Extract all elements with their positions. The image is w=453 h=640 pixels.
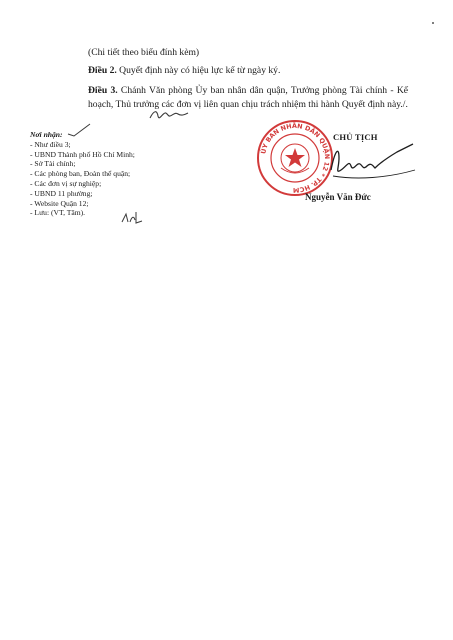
recipient-item: - Như điều 3; bbox=[30, 139, 71, 149]
article-2 bbox=[88, 64, 408, 78]
article-3-label: Điều 3. bbox=[88, 85, 118, 96]
article-2-label: Điều 2. bbox=[88, 65, 117, 76]
recipients-block bbox=[30, 130, 240, 218]
detail-note bbox=[88, 46, 408, 60]
recipients-title: Nơi nhận: bbox=[30, 130, 63, 139]
recipients-list bbox=[30, 140, 240, 218]
scan-dot bbox=[432, 22, 434, 24]
recipient-item: - Các đơn vị sự nghiệp; bbox=[30, 178, 102, 188]
article-2-text: Quyết định này có hiệu lực kể từ ngày ký. bbox=[116, 65, 281, 76]
handwritten-signature bbox=[327, 140, 417, 184]
recipient-item: - Các phòng ban, Đoàn thể quận; bbox=[30, 169, 131, 179]
signer-title: CHỦ TỊCH bbox=[333, 132, 378, 142]
signature-block bbox=[255, 118, 430, 208]
official-seal-icon bbox=[255, 118, 335, 198]
recipient-item: - UBND Thành phố Hồ Chí Minh; bbox=[30, 149, 135, 159]
article-3-text: Chánh Văn phòng Ủy ban nhân dân quận, Trưởng phòng Tài chính - Kế hoạch, Thủ trưởng các đơn vị liên quan chịu trách nhiệm thi hành Quyết định này./. bbox=[88, 85, 409, 110]
recipient-item: - Sở Tài chính; bbox=[30, 159, 76, 169]
recipient-item: - Website Quận 12; bbox=[30, 198, 89, 208]
recipient-item: - Lưu: (VT, Tâm). bbox=[30, 208, 86, 218]
initials-mark bbox=[120, 210, 144, 226]
checkmark-flourish bbox=[66, 122, 92, 138]
recipient-item: - UBND 11 phường; bbox=[30, 188, 93, 198]
detail-note-text: (Chi tiết theo biểu đính kèm) bbox=[88, 47, 200, 58]
article-3 bbox=[88, 84, 408, 112]
signer-name: Nguyễn Văn Đức bbox=[305, 192, 371, 202]
initials-flourish bbox=[148, 108, 190, 124]
seal-text: ỦY BAN NHÂN DÂN QUẬN 12 * TP. HCM bbox=[259, 121, 332, 195]
